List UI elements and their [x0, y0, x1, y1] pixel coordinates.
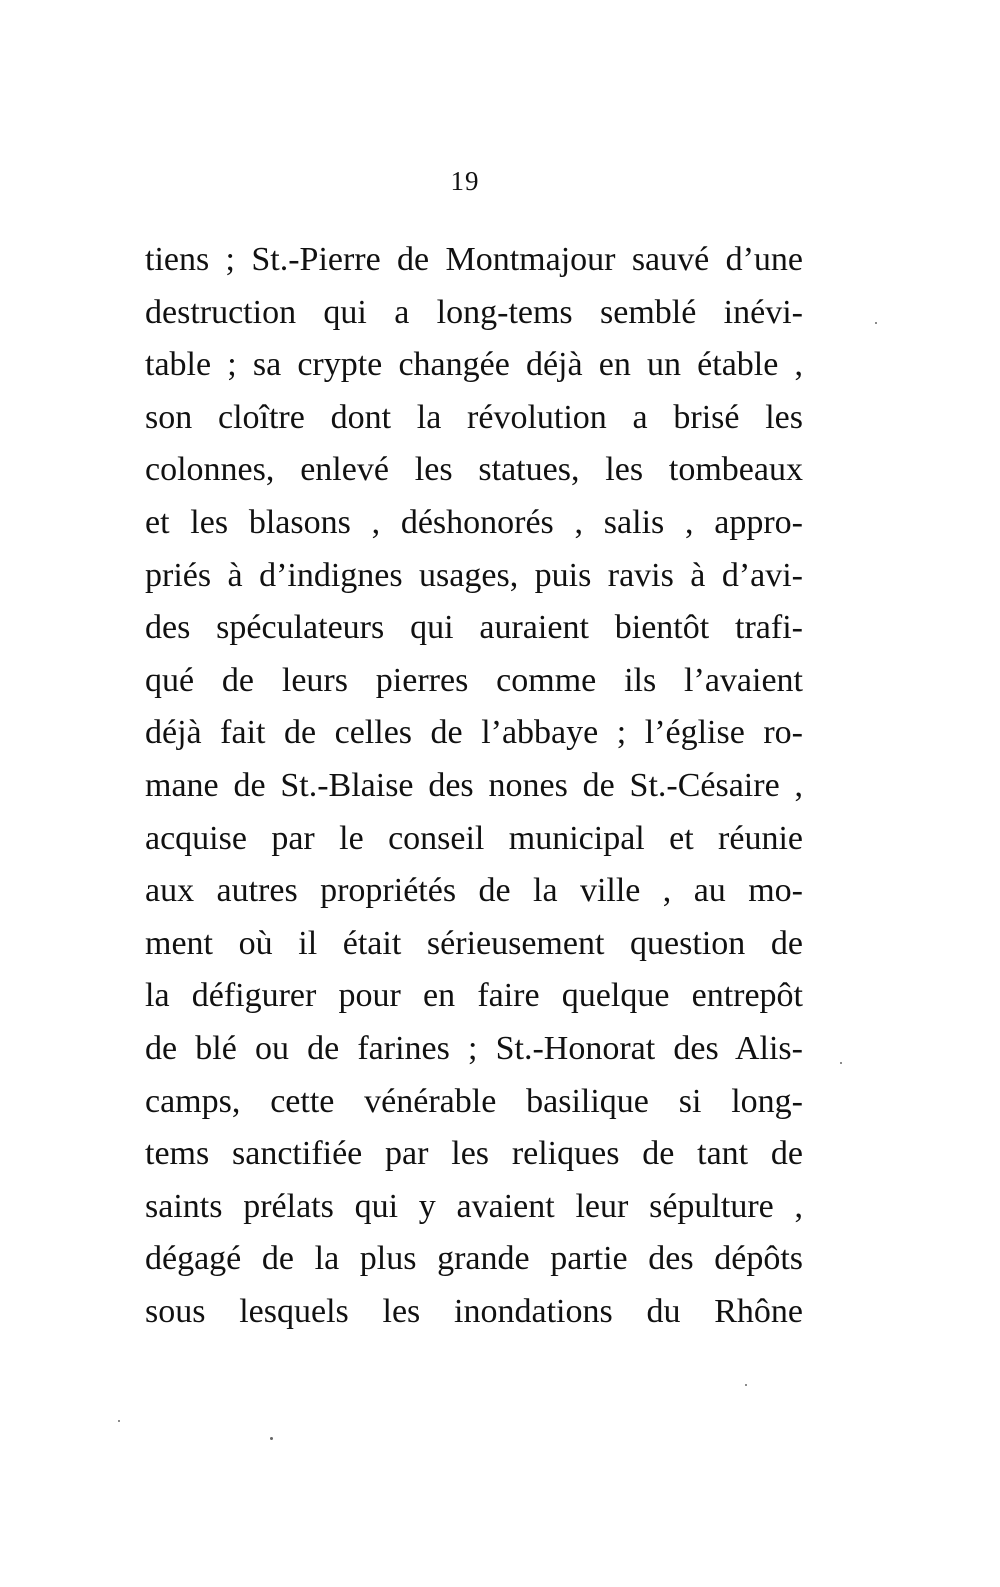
text-line: destruction qui a long-tems semblé inévi-	[145, 293, 803, 331]
text-line: saints prélats qui y avaient leur sépulture ,	[145, 1187, 803, 1225]
text-line: table ; sa crypte changée déjà en un étable ,	[145, 346, 803, 384]
text-line: aux autres propriétés de la ville , au mo-	[145, 872, 803, 910]
text-line: camps, cette vénérable basilique si long-	[145, 1082, 803, 1120]
text-line: priés à d’indignes usages, puis ravis à d’avi-	[145, 556, 803, 594]
text-line: tiens ; St.-Pierre de Montmajour sauvé d’une	[145, 241, 803, 278]
paper-speck	[118, 1420, 120, 1422]
paper-speck	[745, 1384, 747, 1386]
paper-speck	[875, 322, 877, 324]
paper-speck	[270, 1437, 273, 1440]
text-line: acquise par le conseil municipal et réunie	[145, 819, 803, 857]
body-text	[145, 234, 803, 1338]
text-line: déjà fait de celles de l’abbaye ; l’église ro-	[145, 714, 803, 752]
page-number: 19	[450, 166, 480, 196]
text-line: la défigurer pour en faire quelque entrepôt	[145, 977, 803, 1015]
text-line: tems sanctifiée par les reliques de tant de	[145, 1135, 803, 1173]
text-line: colonnes, enlevé les statues, les tombeaux	[145, 451, 803, 489]
text-line: son cloître dont la révolution a brisé les	[145, 398, 803, 436]
text-line: sous lesquels les inondations du Rhône	[145, 1292, 803, 1330]
paper-speck	[840, 1062, 842, 1064]
text-line: des spéculateurs qui auraient bientôt trafi-	[145, 609, 803, 647]
text-line: de blé ou de farines ; St.-Honorat des Alis-	[145, 1029, 803, 1067]
text-line: et les blasons , déshonorés , salis , appro-	[145, 503, 803, 541]
text-line: mane de St.-Blaise des nones de St.-Césaire ,	[145, 766, 803, 804]
text-line: qué de leurs pierres comme ils l’avaient	[145, 661, 803, 699]
text-line: dégagé de la plus grande partie des dépôts	[145, 1240, 803, 1278]
text-line: ment où il était sérieusement question de	[145, 924, 803, 962]
